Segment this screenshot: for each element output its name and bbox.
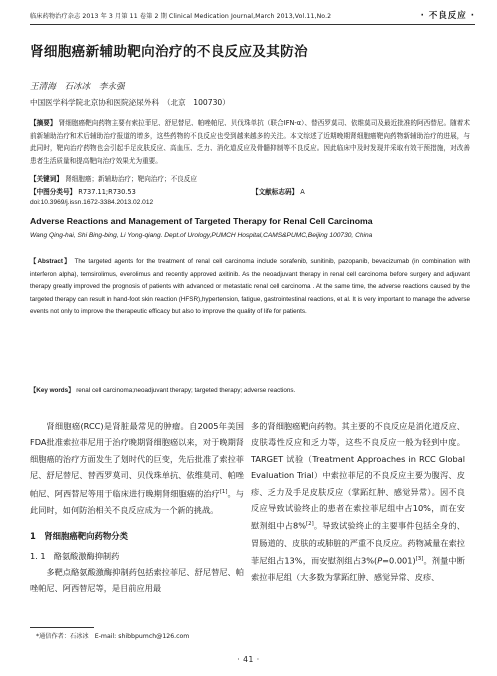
running-header (30, 10, 475, 25)
subsection-heading: 1. 1 酪氨酸激酶抑制药 (30, 550, 120, 561)
body-paragraph-continued: 多的肾细胞癌靶向药物。其主要的不良反应是消化道反应、皮肤毒性反应和乏力等，这些不良反应一般为轻到中度。TARGET 试验（Treatment Approaches in RCC Global Evaluation Trial）中索拉菲尼的不良反应主要为腹泻、皮疹、乏力及手足皮肤反应（掌跖红肿、感觉异常）。因不良反应导致试验终止的患者在索拉菲尼组中占10%，而在安慰剂组中占8%[2]。导致试验终止的主要事件包括全身的、胃肠道的、皮肤的或肺脏的严重不良反应。药物减量在索拉菲尼组占13%，而安慰剂组占3%(P=0.001)[3]。剂量中断索拉菲尼组（大多数为掌跖红肿、感觉异常、皮疹、 (251, 421, 465, 583)
cn-doc-code (252, 186, 305, 196)
citation-ref: [2] (306, 521, 314, 528)
english-abstract (30, 256, 470, 319)
body-left-column (30, 418, 244, 597)
intro-paragraph: 肾细胞癌(RCC)是肾脏最常见的肿瘤。自2005年美国FDA批准索拉菲尼用于治疗晚期肾细胞癌以来，对于晚期肾细胞癌的治疗方面发生了划时代的巨变，先后批准了索拉菲尼、舒尼替尼、替西罗莫司、贝伐珠单抗、依维莫司、帕唑帕尼、阿西替尼等用于临床进行晚期肾细胞癌的治疗[1]。与此同时，如何防治相关不良反应成为一个新的挑战。 (30, 421, 244, 515)
corresponding-author-footnote: *通信作者：石冰冰 E-mail: shibbpumch@126.com (36, 633, 190, 640)
cn-keywords (30, 173, 197, 183)
english-keywords-text: renal cell carcinoma;neoadjuvant therapy; targeted therapy; adverse reactions. (76, 387, 296, 394)
article-authors: 王清海 石冰冰 李永强 (30, 82, 125, 92)
doc-code-value: A (300, 188, 305, 196)
english-abstract-label: 【Abstract】 (30, 258, 72, 265)
doi-line: doi:10.3969/j.issn.1672-3384.2013.02.012 (30, 199, 154, 206)
keywords-label: 【关键词】 (30, 175, 63, 183)
cn-classification (30, 186, 136, 196)
citation-ref: [3] (415, 555, 424, 562)
abstract-label: 【摘要】 (30, 119, 57, 127)
abstract-text: 肾细胞癌靶向药物主要有索拉菲尼、舒尼替尼、帕唑帕尼、贝伐珠单抗（联合IFN-α）、替西罗莫司、依维莫司及最近批准的阿西替尼。随着术前新辅助治疗和术后辅助治疗报道的增多，这些药物的不良反应也受到越来越多的关注。本文综述了近期晚期肾细胞癌靶向药物新辅助治疗的进展，与此同时，靶向治疗药物也会引起手足皮肤反应、高血压、乏力、消化道反应及骨髓抑制等不良反应。因此临床中及时发现并采取有效干预措施，对改善患者生活质量和提高靶向治疗效果尤为重要。 (30, 119, 471, 165)
section-label: · 不良反应 · (420, 11, 475, 21)
chinese-abstract (30, 117, 470, 167)
article-title: 肾细胞癌新辅助靶向治疗的不良反应及其防治 (30, 44, 308, 60)
classification-value: R737.11;R730.53 (78, 188, 136, 196)
english-authors: Wang Qing-hai, Shi Bing-bing, Li Yong-qiang. Dept.of Urology,PUMCH Hospital,CAMS&PUMC,Beijing 100730, China (30, 232, 373, 239)
body-right-column (251, 418, 465, 586)
english-abstract-text: The targeted agents for the treatment of renal cell carcinoma include sorafenib, sunitinib, pazopanib, bevacizumab (in combination with interferon alpha), temsirolimus, everolimus and recently approved axitinib. As the neoadjuvant therapy in renal cell carcinoma before surgery and adjuvant therapy greatly improved the prognosis of patients with advanced or metastatic renal cell carcinoma . At the same time, the adverse reactions caused by the targeted therapy can result in hand-foot skin reaction (HFSR),hypertension, fatigue, gastrointestinal reactions, et al. It is very important to manage the adverse events not only to improve the therapeutic efficacy but also to improve the quality of life for patients. (30, 258, 471, 316)
footnote-divider (30, 627, 94, 628)
citation-ref: [1] (219, 488, 228, 495)
keywords-text: 肾细胞癌；新辅助治疗；靶向治疗；不良反应 (65, 175, 197, 183)
classification-label: 【中图分类号】 (30, 188, 77, 196)
page-number: · 41 · (237, 655, 260, 664)
english-keywords-label: 【Key words】 (30, 387, 75, 394)
doc-code-label: 【文献标志码】 (252, 188, 299, 196)
article-affiliation: 中国医学科学院北京协和医院泌尿外科 （北京 100730） (30, 98, 230, 107)
english-title: Adverse Reactions and Management of Targeted Therapy for Renal Cell Carcinoma (30, 216, 373, 226)
journal-citation: 临床药物治疗杂志 2013 年 3 月第 11 卷第 2 期 Clinical Medication Journal,March 2013,Vol.11,No.2 (30, 13, 332, 20)
body-paragraph: 多靶点酪氨酸激酶抑制药包括索拉菲尼、舒尼替尼、帕唑帕尼、阿西替尼等，是目前应用最 (30, 566, 244, 594)
english-keywords (30, 385, 470, 394)
section-heading: 1 肾细胞癌靶向药物分类 (30, 531, 128, 542)
